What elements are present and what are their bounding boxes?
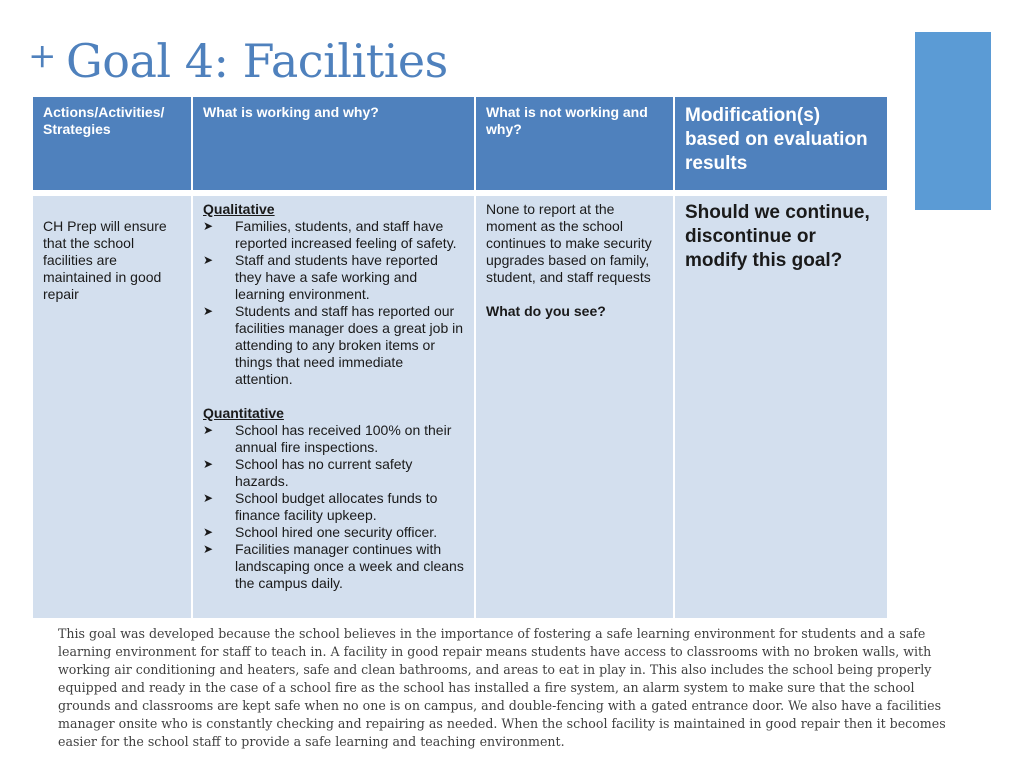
qualitative-heading: Qualitative bbox=[203, 201, 275, 217]
arrow-bullet-icon: ➤ bbox=[203, 423, 214, 437]
not-working-text: None to report at the moment as the school continues to make security upgrades based on family, student, and staff requests bbox=[486, 201, 652, 285]
arrow-bullet-icon: ➤ bbox=[203, 304, 214, 318]
quantitative-heading: Quantitative bbox=[203, 405, 284, 421]
header-actions: Actions/Activities/ Strategies bbox=[32, 96, 192, 191]
page-title: Goal 4: Facilities bbox=[66, 34, 448, 88]
header-modifications: Modification(s) based on evaluation results bbox=[674, 96, 888, 191]
arrow-bullet-icon: ➤ bbox=[203, 542, 214, 556]
arrow-bullet-icon: ➤ bbox=[203, 253, 214, 267]
accent-bar bbox=[915, 32, 991, 210]
list-item: ➤ School budget allocates funds to finance facility upkeep. bbox=[203, 490, 438, 523]
actions-cell: CH Prep will ensure that the school facilities are maintained in good repair bbox=[32, 195, 192, 619]
title-plus-icon: + bbox=[28, 36, 57, 76]
not-working-cell bbox=[475, 195, 674, 619]
header-not-working: What is not working and why? bbox=[475, 96, 674, 191]
not-working-prompt: What do you see? bbox=[486, 303, 606, 319]
header-working: What is working and why? bbox=[192, 96, 475, 191]
list-item: ➤ School has received 100% on their annual fire inspections. bbox=[203, 422, 452, 455]
working-cell bbox=[192, 195, 475, 619]
list-item: ➤ Facilities manager continues with landscaping once a week and cleans the campus daily. bbox=[203, 541, 464, 591]
table-header-row bbox=[32, 96, 888, 191]
arrow-bullet-icon: ➤ bbox=[203, 219, 214, 233]
table-row bbox=[32, 195, 888, 619]
list-item: ➤ Families, students, and staff have reported increased feeling of safety. bbox=[203, 218, 457, 251]
arrow-bullet-icon: ➤ bbox=[203, 525, 214, 539]
arrow-bullet-icon: ➤ bbox=[203, 491, 214, 505]
modification-question: Should we continue, discontinue or modify this goal? bbox=[685, 202, 870, 271]
goal-rationale-paragraph: This goal was developed because the school believes in the importance of fostering a safe learning environment for students and a safe learning environment for staff to teach in. A facility in good repair means students have access to classrooms with no broken walls, with working air conditioning and heaters, safe and clean bathrooms, and areas to eat in play in. This also includes the school being properly equipped and ready in the case of a school fire as the school has installed a fire system, an alarm system to make sure that the school grounds and classrooms are kept safe when no one is on campus, and double-fencing with a gated entrance door. We also have a facilities manager onsite who is constantly checking and repairing as needed. When the school facility is maintained in good repair then it becomes easier for the school staff to provide a safe learning and teaching environment. bbox=[58, 626, 946, 749]
list-item: ➤ School hired one security officer. bbox=[203, 524, 438, 540]
qualitative-list bbox=[203, 218, 464, 388]
goal-table bbox=[31, 95, 889, 620]
list-item: ➤ School has no current safety hazards. bbox=[203, 456, 413, 489]
quantitative-list bbox=[203, 422, 464, 592]
list-item: ➤ Students and staff has reported our facilities manager does a great job in attending to any broken items or things that need immediate attention. bbox=[203, 303, 464, 387]
arrow-bullet-icon: ➤ bbox=[203, 457, 214, 471]
list-item: ➤ Staff and students have reported they have a safe working and learning environment. bbox=[203, 252, 438, 302]
modification-cell bbox=[674, 195, 888, 619]
